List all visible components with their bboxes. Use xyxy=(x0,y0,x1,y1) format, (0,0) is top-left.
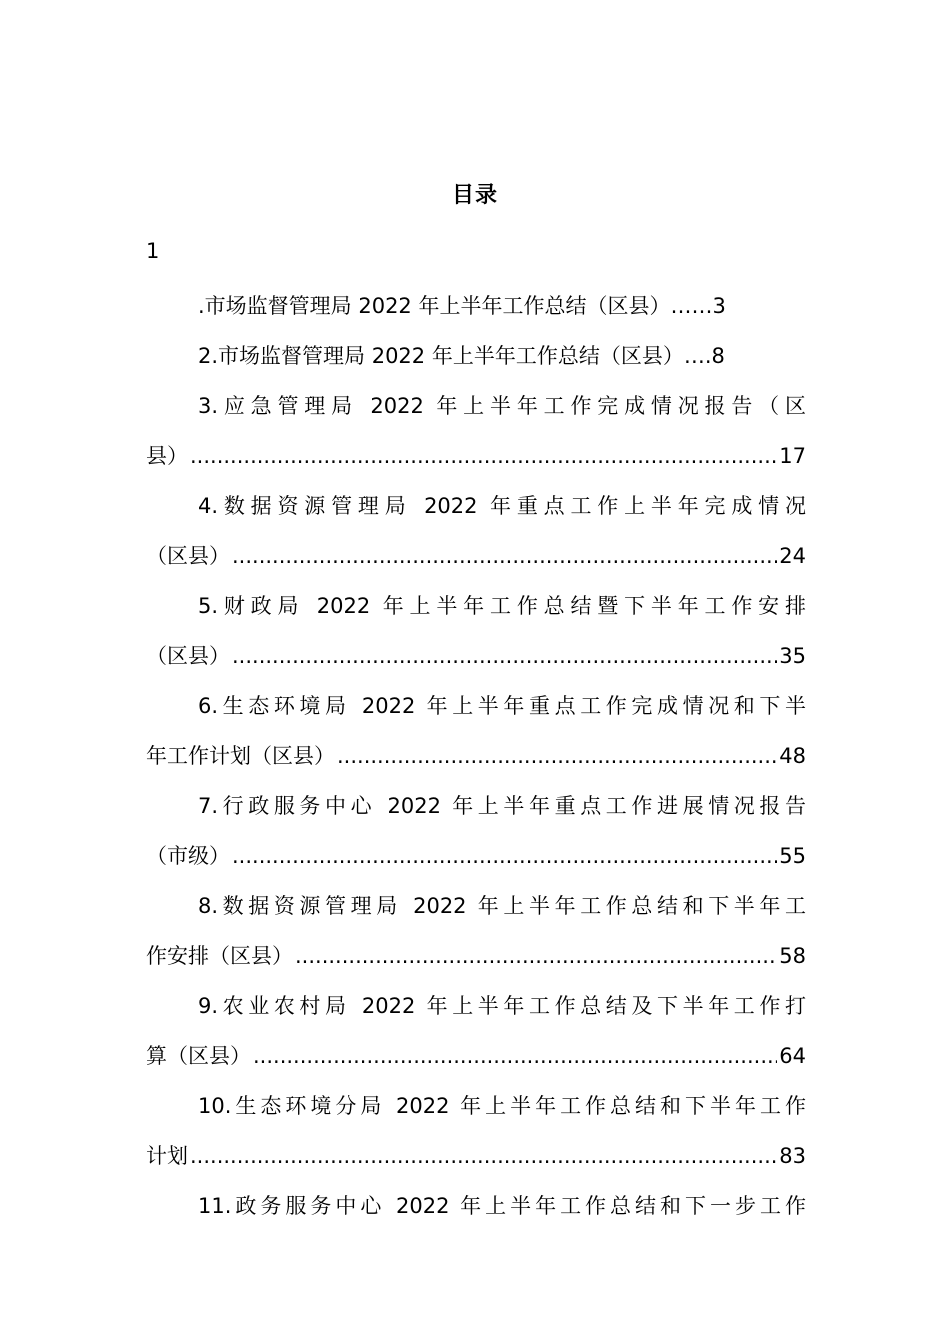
toc-list xyxy=(146,281,806,1231)
toc-entry-leader xyxy=(295,931,777,981)
toc-title: 目录 xyxy=(451,183,498,208)
toc-entry[interactable] xyxy=(146,881,806,981)
toc-entry-text-cont: 县） xyxy=(146,444,188,468)
toc-entry-page: 83 xyxy=(779,1144,806,1168)
toc-entry-leader xyxy=(232,831,777,881)
toc-entry[interactable] xyxy=(146,681,806,781)
toc-entry-leader xyxy=(253,1031,777,1081)
toc-entry-page: 3 xyxy=(712,294,726,318)
toc-entry-leader: …… xyxy=(670,294,713,318)
toc-entry-text: 2.市场监督管理局 2022 年上半年工作总结（区县） xyxy=(198,344,684,368)
toc-entry[interactable] xyxy=(146,781,806,881)
toc-entry[interactable] xyxy=(146,981,806,1081)
toc-entry-page: 8 xyxy=(711,344,725,368)
toc-entry-text: 9.农业农村局 2022 年上半年工作总结及下半年工作打 xyxy=(198,994,806,1018)
toc-entry-text-cont: 作安排（区县） xyxy=(146,944,293,968)
toc-entry-text: 8.数据资源管理局 2022 年上半年工作总结和下半年工 xyxy=(198,894,806,918)
toc-entry-text-cont: （区县） xyxy=(146,544,230,568)
toc-entry-leader xyxy=(190,1131,777,1181)
toc-entry[interactable] xyxy=(146,581,806,681)
toc-entry-leader xyxy=(337,731,777,781)
toc-entry-text-cont: 计划 xyxy=(146,1144,188,1168)
toc-entry-text-cont: （区县） xyxy=(146,644,230,668)
toc-entry[interactable] xyxy=(146,481,806,581)
toc-entry-page: 17 xyxy=(779,444,806,468)
toc-entry-page: 55 xyxy=(779,844,806,868)
toc-entry-text: 10.生态环境分局 2022 年上半年工作总结和下半年工作 xyxy=(198,1094,806,1118)
toc-entry-page: 64 xyxy=(779,1044,806,1068)
toc-entry[interactable] xyxy=(146,281,806,331)
toc-entry-page: 48 xyxy=(779,744,806,768)
toc-entry[interactable] xyxy=(146,331,806,381)
toc-entry[interactable] xyxy=(146,1181,806,1231)
toc-entry-leader xyxy=(190,431,777,481)
toc-entry[interactable] xyxy=(146,381,806,481)
toc-entry-page: 58 xyxy=(779,944,806,968)
toc-entry-leader xyxy=(232,531,777,581)
toc-entry-page: 35 xyxy=(779,644,806,668)
toc-entry-text-cont: 年工作计划（区县） xyxy=(146,744,335,768)
toc-entry-leader xyxy=(232,631,777,681)
toc-entry-text-cont: （市级） xyxy=(146,844,230,868)
toc-entry-text: 5.财政局 2022 年上半年工作总结暨下半年工作安排 xyxy=(198,594,806,618)
toc-number-prefix: 1 xyxy=(146,239,160,263)
toc-entry-text: 3.应急管理局 2022 年上半年工作完成情况报告（区 xyxy=(198,394,806,418)
toc-entry-text: 4.数据资源管理局 2022 年重点工作上半年完成情况 xyxy=(198,494,806,518)
toc-entry[interactable] xyxy=(146,1081,806,1181)
toc-entry-text: 11.政务服务中心 2022 年上半年工作总结和下一步工作 xyxy=(198,1194,806,1218)
toc-entry-text: 6.生态环境局 2022 年上半年重点工作完成情况和下半 xyxy=(198,694,806,718)
toc-entry-text: 7.行政服务中心 2022 年上半年重点工作进展情况报告 xyxy=(198,794,806,818)
toc-entry-page: 24 xyxy=(779,544,806,568)
toc-entry-text: .市场监督管理局 2022 年上半年工作总结（区县） xyxy=(198,294,671,318)
toc-entry-text-cont: 算（区县） xyxy=(146,1044,251,1068)
toc-entry-leader: …. xyxy=(683,344,712,368)
